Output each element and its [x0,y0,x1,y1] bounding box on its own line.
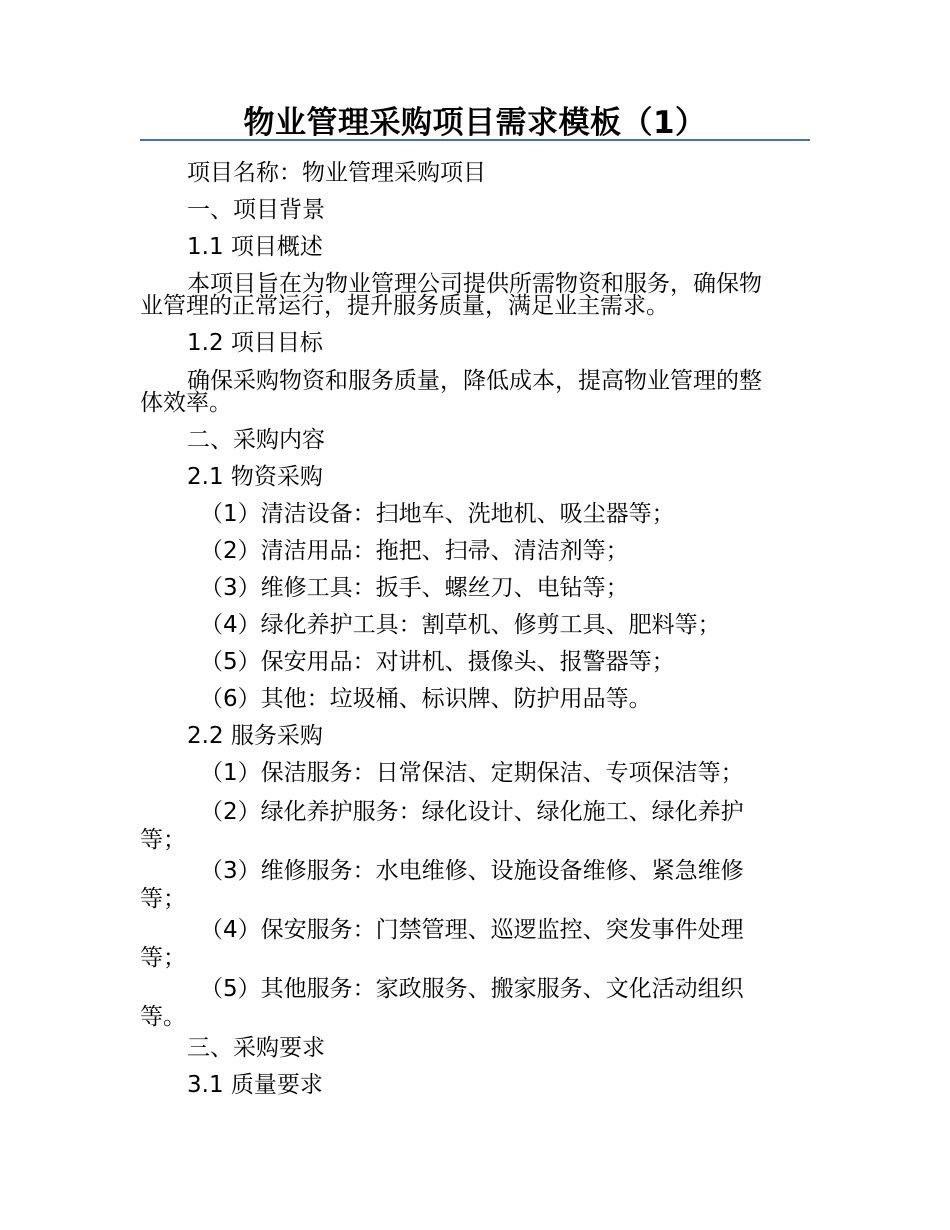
service-text-line2: 等。 [140,1004,186,1030]
service-text-line2: 等； [140,945,186,971]
service-item: （1）保洁服务：日常保洁、定期保洁、专项保洁等； [200,760,744,786]
section-heading-requirements: 三、采购要求 [187,1035,325,1061]
service-item [140,915,820,973]
objective-text-line1: 确保采购物资和服务质量，降低成本，提高物业管理的整 [187,368,762,394]
document-title: 物业管理采购项目需求模板（1） [243,105,707,141]
section-heading-background: 一、项目背景 [187,197,325,223]
subheading-overview: 1.1 项目概述 [187,234,323,260]
overview-text-line2: 业管理的正常运行，提升服务质量，满足业主需求。 [140,293,669,319]
service-item [140,797,820,855]
service-text-line1: （3）维修服务：水电维修、设施设备维修、紧急维修 [200,858,744,884]
material-item: （5）保安用品：对讲机、摄像头、报警器等； [200,649,675,675]
material-item: （1）清洁设备：扫地车、洗地机、吸尘器等； [200,501,675,527]
subheading-materials: 2.1 物资采购 [187,464,323,490]
service-text-line2: 等； [140,886,186,912]
service-text-line1: （5）其他服务：家政服务、搬家服务、文化活动组织 [200,976,744,1002]
service-text-line1: （2）绿化养护服务：绿化设计、绿化施工、绿化养护 [200,799,744,825]
subheading-quality: 3.1 质量要求 [187,1072,323,1098]
project-name: 项目名称：物业管理采购项目 [187,160,486,186]
material-item: （2）清洁用品：拖把、扫帚、清洁剂等； [200,538,629,564]
objective-text-line2: 体效率。 [140,390,232,416]
service-text-line2: 等； [140,827,186,853]
subheading-services: 2.2 服务采购 [187,723,323,749]
overview-text-line1: 本项目旨在为物业管理公司提供所需物资和服务，确保物 [187,271,762,297]
material-item: （4）绿化养护工具：割草机、修剪工具、肥料等； [200,612,721,638]
service-item [140,856,820,914]
material-item: （3）维修工具：扳手、螺丝刀、电钻等； [200,575,629,601]
section-heading-content: 二、采购内容 [187,427,325,453]
subheading-objective: 1.2 项目目标 [187,330,323,356]
material-item: （6）其他：垃圾桶、标识牌、防护用品等。 [200,686,652,712]
service-item [140,974,820,1032]
service-text-line1: （4）保安服务：门禁管理、巡逻监控、突发事件处理 [200,917,744,943]
objective-paragraph [140,370,820,414]
overview-paragraph [140,273,820,317]
title-underline [140,139,810,141]
